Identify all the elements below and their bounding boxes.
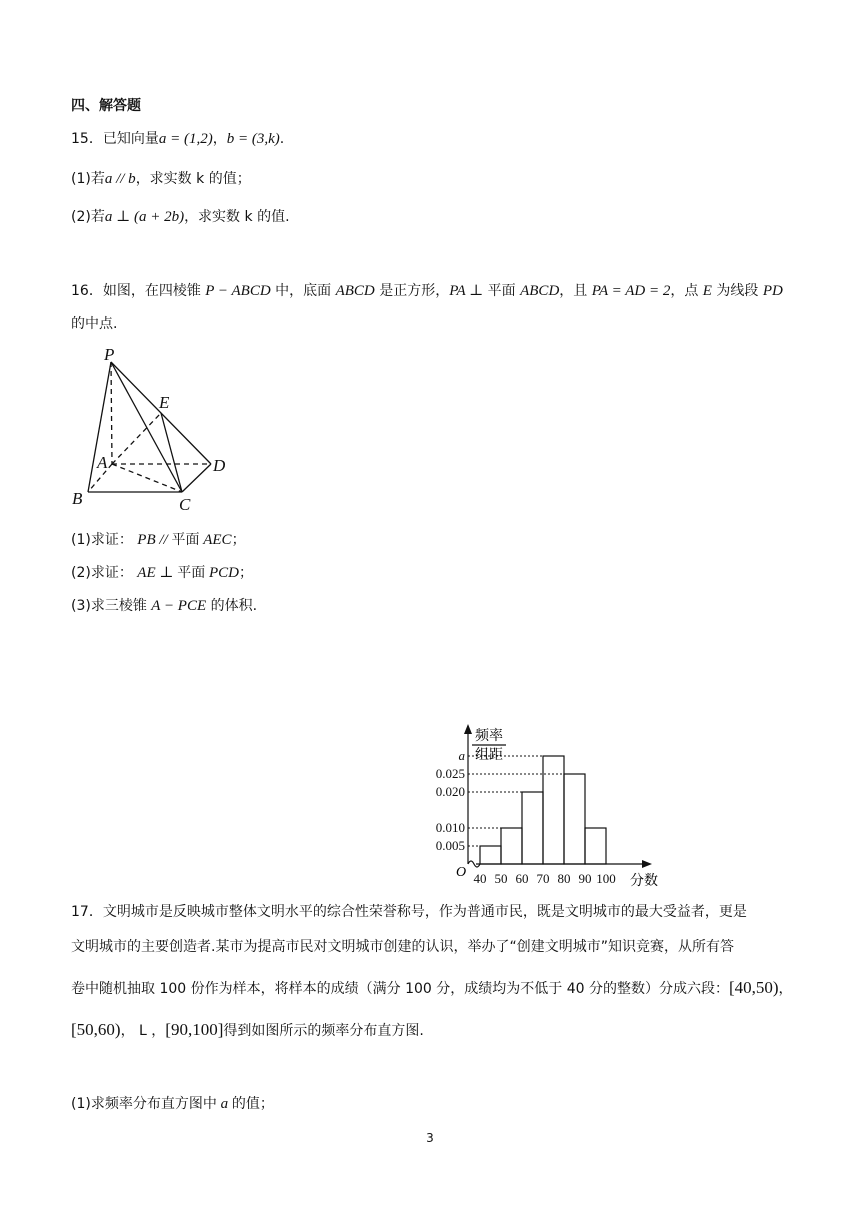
q16-t7: 为线段 [711,283,763,299]
x-tick-label: 50 [494,871,508,886]
histogram-bar [501,828,522,864]
x-tick-label: 80 [557,871,571,886]
q15-p2-math: a ⊥ (a + 2b) [104,209,185,225]
q17-line3-end: ， [778,981,793,997]
histogram-bar [585,828,606,864]
q16-m5: PA = AD = 2 [591,283,671,299]
q17-number: 17． [71,904,103,920]
histogram-bar [564,774,585,864]
q16-p2-math: AE ⊥ [137,565,178,581]
q17-interval-second: [50,60) [71,1020,121,1039]
edge-AE [112,413,161,464]
edge-PC [111,362,182,492]
x-tick-label: 90 [578,871,592,886]
q17-interval-first: [40,50) [728,978,779,997]
xlabel: 分数 [630,874,658,889]
q15-part1 [71,169,251,189]
q16-m2: ABCD [335,283,375,299]
q15-vector-a: a = (1,2) [158,131,213,147]
section-title: 四、解答题 [71,98,141,114]
label-B: B [72,489,83,508]
q15-p1-label: (1) [71,171,91,187]
x-axis-arrow [642,860,652,868]
q15-end: . [279,131,285,147]
q17-ellipsis: ， L ， [120,1023,166,1039]
edge-EC [161,413,182,492]
q16-t6: ，点 [670,283,703,299]
q16-stem-line1 [71,281,783,301]
label-C: C [179,495,191,514]
q16-p3-post: 的体积. [206,598,258,614]
q16-t4: 平面 [483,283,521,299]
q15-stem [71,129,284,149]
q16-p2-label: (2) [71,565,91,581]
q17-interval-last: [90,100] [165,1020,224,1039]
q16-p3-label: (3) [71,598,91,614]
q15-stem-pre: 已知向量 [102,131,159,147]
histogram-bar [543,756,564,864]
x-tick-label: 70 [536,871,550,886]
label-P: P [104,345,115,364]
q16-part1 [71,530,246,550]
edge-AC [112,464,182,492]
q16-t5: ，且 [559,283,592,299]
edge-CD [182,464,211,492]
q16-p2-end: ； [238,565,253,581]
q17-p1-post: 的值； [231,1096,274,1112]
q16-m1: P − ABCD [205,283,271,299]
q17-line3 [71,978,793,999]
q16-number: 16． [71,283,103,299]
q17-line4 [71,1020,424,1041]
q16-part2 [71,563,253,583]
q15-p1-pre: 若 [90,171,105,187]
q17-line1 [71,902,747,922]
q16-p3-math: A − PCE [151,598,207,614]
q16-p1-end: ； [231,532,246,548]
q17-line1-text: 文明城市是反映城市整体文明水平的综合性荣誉称号，作为普通市民，既是文明城市的最大受益者，更是 [102,904,747,920]
page-number: 3 [426,1131,434,1145]
q15-p1-math: a // b [104,171,136,187]
label-D: D [213,456,226,475]
label-E: E [159,393,170,412]
q16-p1-pre: 求证： [90,532,138,548]
q17-line2: 文明城市的主要创造者.某市为提高市民对文明城市创建的认识，举办了“创建文明城市”知识竞赛，从所有答 [71,939,734,955]
q16-m7: PD [762,283,783,299]
q16-p2-math2: PCD [205,565,239,581]
q16-m3: PA ⊥ [449,283,484,299]
y-tick-label: 0.005 [435,838,465,853]
y-tick-label: 0.010 [435,820,465,835]
q16-t2: 中，底面 [270,283,336,299]
q16-p1-math2: AEC [199,532,232,548]
q17-p1-pre: 求频率分布直方图中 [90,1096,217,1112]
q15-vector-b: b = (3,k) [226,131,280,147]
q16-stem-line2: 的中点. [71,316,118,332]
label-A: A [97,453,108,472]
q15-p1-post: ，求实数 k 的值； [135,171,251,187]
frequency-histogram [420,722,670,890]
q16-m6: E [702,283,712,299]
histogram-bar [522,792,543,864]
q15-p2-label: (2) [71,209,91,225]
q17-line4-text: 得到如图所示的频率分布直方图. [223,1023,424,1039]
q16-p3-pre: 求三棱锥 [90,598,152,614]
edge-PB [88,362,111,492]
ylabel-top: 频率 [475,729,503,744]
q16-p1-mid: 平面 [171,532,200,548]
x-tick-label: 40 [473,871,487,886]
q16-t1: 如图，在四棱锥 [102,283,206,299]
histogram-bar [480,846,501,864]
q16-t3: 是正方形， [374,283,450,299]
y-tick-label: a [458,748,465,763]
q15-p2-post: ，求实数 k 的值. [184,209,290,225]
y-axis-arrow [464,724,472,734]
q15-p2-pre: 若 [90,209,105,225]
q15-sep: ， [212,131,227,147]
x-tick-label: 100 [596,871,616,886]
q16-part3 [71,596,257,616]
pyramid-figure [66,344,236,514]
q15-number: 15． [71,131,103,147]
q16-p1-math: PB // [137,532,172,548]
q16-p2-mid: 平面 [177,565,206,581]
q16-p1-label: (1) [71,532,91,548]
q16-m4: ABCD [520,283,560,299]
ylabel-bottom: 组距 [475,748,503,763]
q17-p1-math: a [216,1096,232,1112]
origin-label: O [456,865,467,880]
q17-line3-text: 卷中随机抽取 100 份作为样本，将样本的成绩（满分 100 分，成绩均为不低于 40 分的整数）分成六段： [71,981,729,997]
q17-p1-label: (1) [71,1096,91,1112]
q15-part2 [71,207,290,227]
y-tick-label: 0.020 [435,784,465,799]
q17-part1 [71,1094,274,1114]
x-tick-label: 60 [515,871,529,886]
edge-PA [111,362,112,464]
y-tick-label: 0.025 [435,766,465,781]
q16-p2-pre: 求证： [90,565,138,581]
